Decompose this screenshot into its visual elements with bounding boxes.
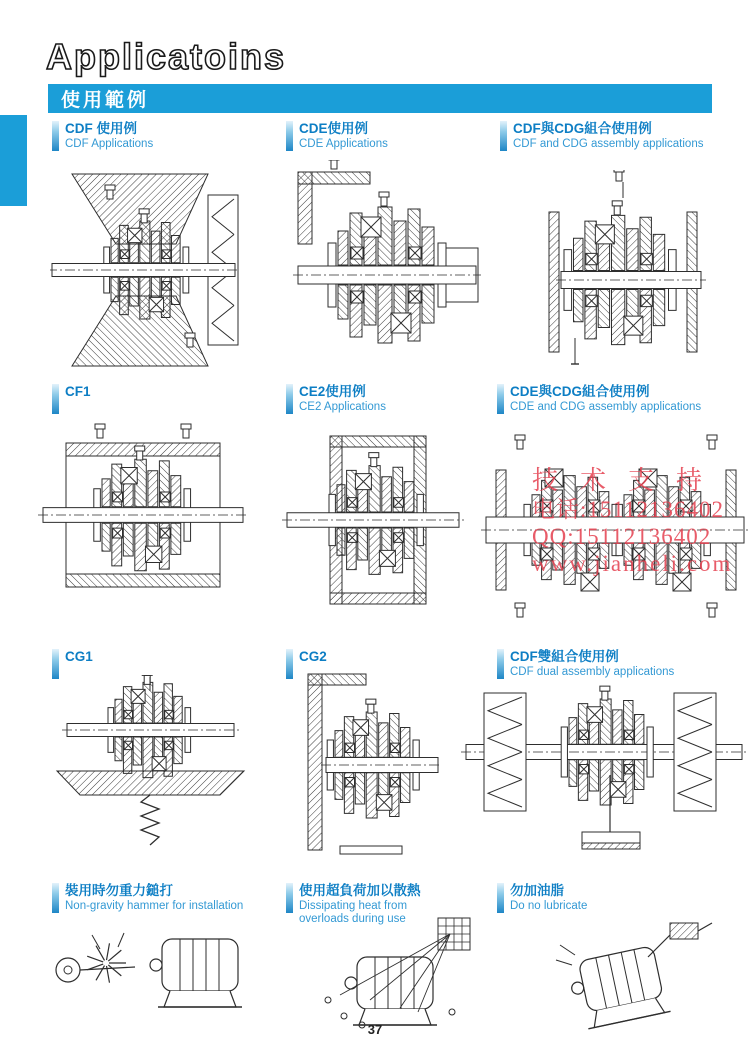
section-subtitle: CDE and CDG assembly applications — [510, 401, 702, 413]
section-subtitle: Dissipating heat from overloads during use — [299, 900, 408, 925]
section-header-no-hammer — [52, 883, 243, 913]
section-header-cdf-cdg — [500, 121, 703, 151]
section-subtitle: Do no lubricate — [510, 900, 588, 912]
cf1-drawing — [38, 415, 248, 615]
section-header-cde-cdg — [497, 384, 701, 414]
cdf-cdg-assembly-drawing — [515, 170, 730, 375]
watermark-line: QQ:15112136402 — [532, 524, 712, 549]
section-title: 使用超負荷加以散熱 — [299, 883, 421, 898]
watermark-line: 电话:15112136402 — [532, 497, 725, 522]
watermark-line: www.jianheli.com — [532, 551, 733, 576]
section-marker — [286, 883, 293, 913]
section-title: CG1 — [65, 649, 93, 664]
section-title: CDE使用例 — [299, 121, 369, 136]
cg2-drawing — [282, 660, 442, 865]
section-title: CDF與CDG組合使用例 — [513, 121, 652, 136]
section-subtitle: CDE Applications — [299, 138, 388, 150]
ce2-application-drawing — [278, 412, 468, 627]
section-title: 裝用時勿重力鎚打 — [65, 883, 173, 898]
section-title: CDF 使用例 — [65, 121, 137, 136]
section-title: CG2 — [299, 649, 327, 664]
section-marker — [52, 883, 59, 913]
cdf-application-drawing — [50, 160, 260, 375]
section-header-cdf — [52, 121, 153, 151]
page-edge-tab — [0, 115, 27, 206]
section-marker — [286, 121, 293, 151]
page-title: Applicatoins — [46, 36, 287, 77]
section-header-ce2 — [286, 384, 386, 414]
page-number: 37 — [367, 1022, 383, 1037]
section-subtitle: CDF dual assembly applications — [510, 666, 675, 678]
section-subtitle: CDF Applications — [65, 138, 154, 150]
section-title: CDE與CDG組合使用例 — [510, 384, 650, 399]
cdf-dual-assembly-drawing — [458, 680, 750, 880]
cde-cdg-assembly-drawing — [480, 412, 750, 642]
section-title: CE2使用例 — [299, 384, 366, 399]
watermark-line: 技术支持 — [532, 466, 725, 495]
section-marker — [497, 883, 504, 913]
section-marker — [52, 384, 59, 414]
section-header-cf1 — [52, 384, 91, 414]
no-lubricate-illustration — [520, 905, 735, 1035]
section-subtitle: CDF and CDG assembly applications — [513, 138, 704, 150]
section-marker — [286, 384, 293, 414]
section-marker — [500, 121, 507, 151]
section-subtitle: Non-gravity hammer for installation — [65, 900, 244, 912]
section-subtitle: CE2 Applications — [299, 401, 386, 413]
section-marker — [52, 121, 59, 151]
section-title: 勿加油脂 — [510, 883, 564, 898]
section-header-cde — [286, 121, 388, 151]
section-marker — [497, 384, 504, 414]
section-title: CDF雙組合使用例 — [510, 649, 619, 664]
section-marker — [497, 649, 504, 679]
cde-application-drawing — [290, 160, 485, 378]
heat-dissipation-illustration — [300, 900, 490, 1040]
no-hammer-illustration — [40, 915, 265, 1030]
section-header-cdf-dual — [497, 649, 674, 679]
section-title: CF1 — [65, 384, 91, 399]
cg1-drawing — [42, 675, 257, 860]
section-banner — [48, 84, 712, 113]
banner-label: 使用範例 — [61, 90, 150, 111]
